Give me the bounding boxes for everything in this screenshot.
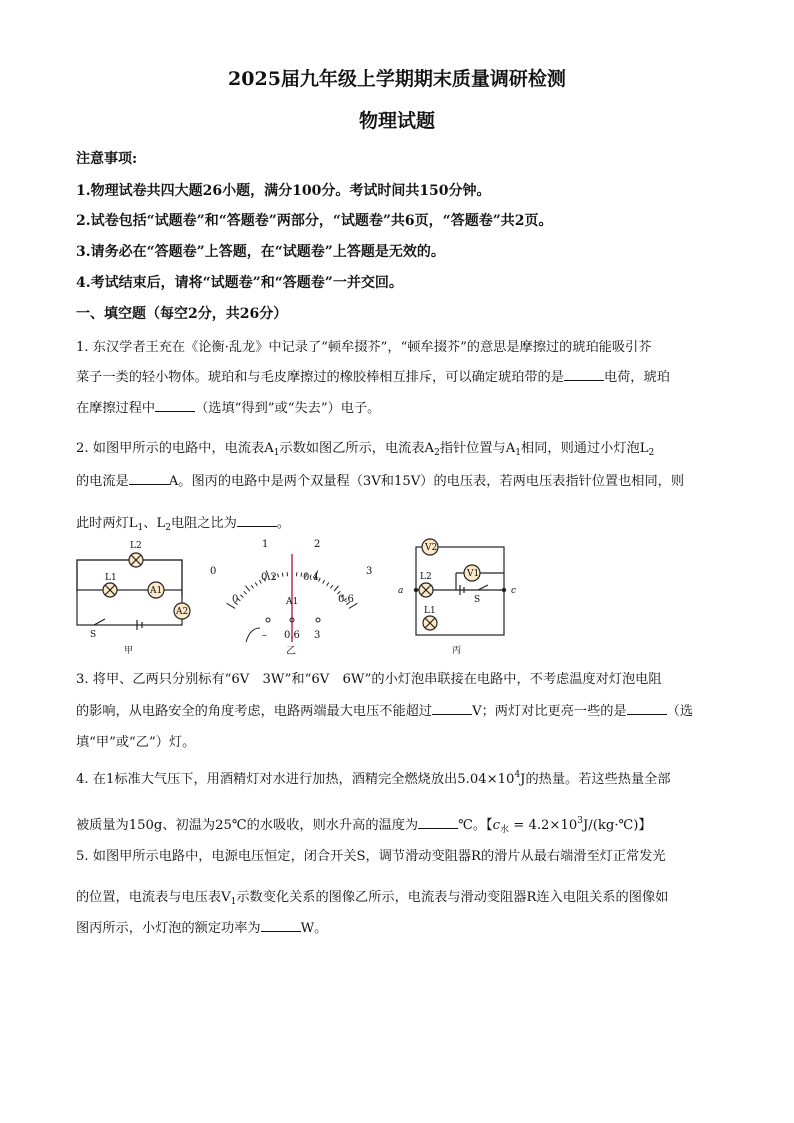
figure-jia-circuit (72, 535, 202, 664)
tick-top: 2 (314, 539, 321, 550)
q1-line2: 菜子一类的轻小物体。琥珀和与毛皮摩擦过的橡胶棒相互排斥，可以确定琥珀带的是 电荷，琥珀 (76, 370, 670, 385)
q4-line2: 被质量为150g、初温为25℃的水吸收，则水升高的温度为 ℃。【$c_水$ = $4.2\times 10^3J/(kg\cdot℃)$】 (76, 816, 652, 835)
q3-line1: 3. 将甲、乙两只分别标有“6V 3W”和“6V 6W”的小灯泡串联接在电路中，不考虑温度对灯泡电阻 (76, 672, 662, 687)
tick-top: 3 (366, 566, 373, 577)
terminal: 0.6 (284, 630, 300, 641)
label-V2: V2 (425, 543, 438, 553)
scale-tick (245, 586, 249, 591)
note-item: 1.物理试卷共四大题26小题，满分100分。考试时间共150分钟。 (76, 183, 491, 199)
answer-blank (261, 919, 301, 932)
section-heading: 一、填空题（每空2分，共26分） (76, 306, 288, 322)
q3-line2: 的影响，从电路安全的角度考虑，电路两端最大电压不能超过 V；两灯对比更亮一些的是 （选 (76, 704, 694, 719)
q3-line3: 填“甲”或“乙”）灯。 (76, 735, 196, 750)
scale-tick (334, 586, 338, 591)
answer-blank (564, 368, 604, 381)
scale-tick (323, 580, 325, 584)
q5-line1: 5. 如图甲所示电路中，电源电压恒定，闭合开关S，调节滑动变阻器R的滑片从最右端滑至灯正常发光 (76, 849, 666, 864)
caption-bing: 丙 (452, 646, 462, 656)
label-A2: A2 (176, 607, 189, 617)
figure-yi-ammeter (206, 532, 376, 664)
q1-line1: 1. 东汉学者王充在《论衡·乱龙》中记录了“顿牟掇芥”，“顿牟掇芥”的意思是摩擦过的琥珀能吸引芥 (76, 340, 652, 355)
scale-tick (301, 573, 302, 577)
q5-line2: 的位置，电流表与电压表$V_1$示数变化关系的图像乙所示，电流表与滑动变阻器R连入电阻关系的图像如 (76, 890, 669, 907)
scale-tick (244, 591, 247, 594)
scale-tick (330, 585, 332, 588)
tick-top: 1 (262, 539, 269, 550)
note-item: 2.试卷包括“试题卷”和“答题卷”两部分，“试题卷”共6页，“答题卷”共2页。 (76, 213, 553, 229)
note-item: 4.考试结束后，请将“试题卷”和“答题卷”一并交回。 (76, 275, 403, 291)
label-S: S (90, 630, 97, 640)
answer-blank (432, 702, 472, 715)
answer-blank (418, 816, 458, 829)
caption-yi: 乙 (286, 646, 296, 657)
scale-tick (240, 595, 243, 598)
label-V1: V1 (467, 569, 480, 579)
label-L1: L1 (424, 606, 436, 616)
label-c: c (511, 586, 517, 596)
caption-jia: 甲 (124, 646, 134, 656)
q4-line1: 4. 在1标准大气压下，用酒精灯对水进行加热，酒精完全燃烧放出$5.04\times 10^4J$的热量。若这些热量全部 (76, 770, 671, 787)
q2-line3: 此时两灯$L_1$、$L_2$电阻之比为 。 (76, 516, 291, 533)
note-item: 3.请务必在“答题卷”上答题，在“试题卷”上答题是无效的。 (76, 244, 445, 260)
answer-blank (627, 702, 667, 715)
label-L2: L2 (130, 541, 142, 551)
label-L2: L2 (420, 572, 432, 582)
q5-line3: 图丙所示，小灯泡的额定功率为 W。 (76, 921, 328, 936)
subject-title: 物理试题 (358, 110, 435, 132)
label-a: a (398, 586, 404, 596)
meter-label: A1 (286, 597, 299, 607)
q2-line1: 2. 如图甲所示的电路中，电流表$A_1$示数如图乙所示，电流表$A_2$指针位置与$A_1$相同，则通过小灯泡$L_2$ (76, 441, 655, 458)
label-L1: L1 (105, 573, 117, 583)
q2-line2: 的电流是 A。图丙的电路中是两个双量程（3V和15V）的电压表，若两电压表指针位置也相同，则 (76, 474, 685, 489)
answer-blank (237, 514, 277, 527)
tick-top: 0 (210, 566, 217, 577)
figure-bing-circuit (388, 535, 528, 664)
scale-tick (255, 582, 257, 585)
tick-bottom: 0.2 (261, 572, 277, 583)
scale-tick (278, 573, 279, 577)
answer-blank (129, 472, 169, 485)
scale-tick (327, 582, 329, 585)
label-S: S (474, 595, 481, 605)
exam-title: 2025届九年级上学期期末质量调研检测 (228, 68, 566, 90)
tick-bottom: 0.4 (303, 572, 319, 583)
scale-tick (282, 573, 283, 577)
scale-tick (251, 585, 253, 588)
label-A1: A1 (150, 586, 163, 596)
terminal: 3 (314, 630, 321, 641)
notes-heading: 注意事项: (76, 151, 138, 167)
answer-blank (155, 399, 195, 412)
tick-bottom: 0 (232, 594, 239, 605)
tick-bottom: 0.6 (338, 594, 354, 605)
q1-line3: 在摩擦过程中 （选填“得到”或“失去”）电子。 (76, 401, 381, 416)
terminal: – (262, 630, 267, 641)
